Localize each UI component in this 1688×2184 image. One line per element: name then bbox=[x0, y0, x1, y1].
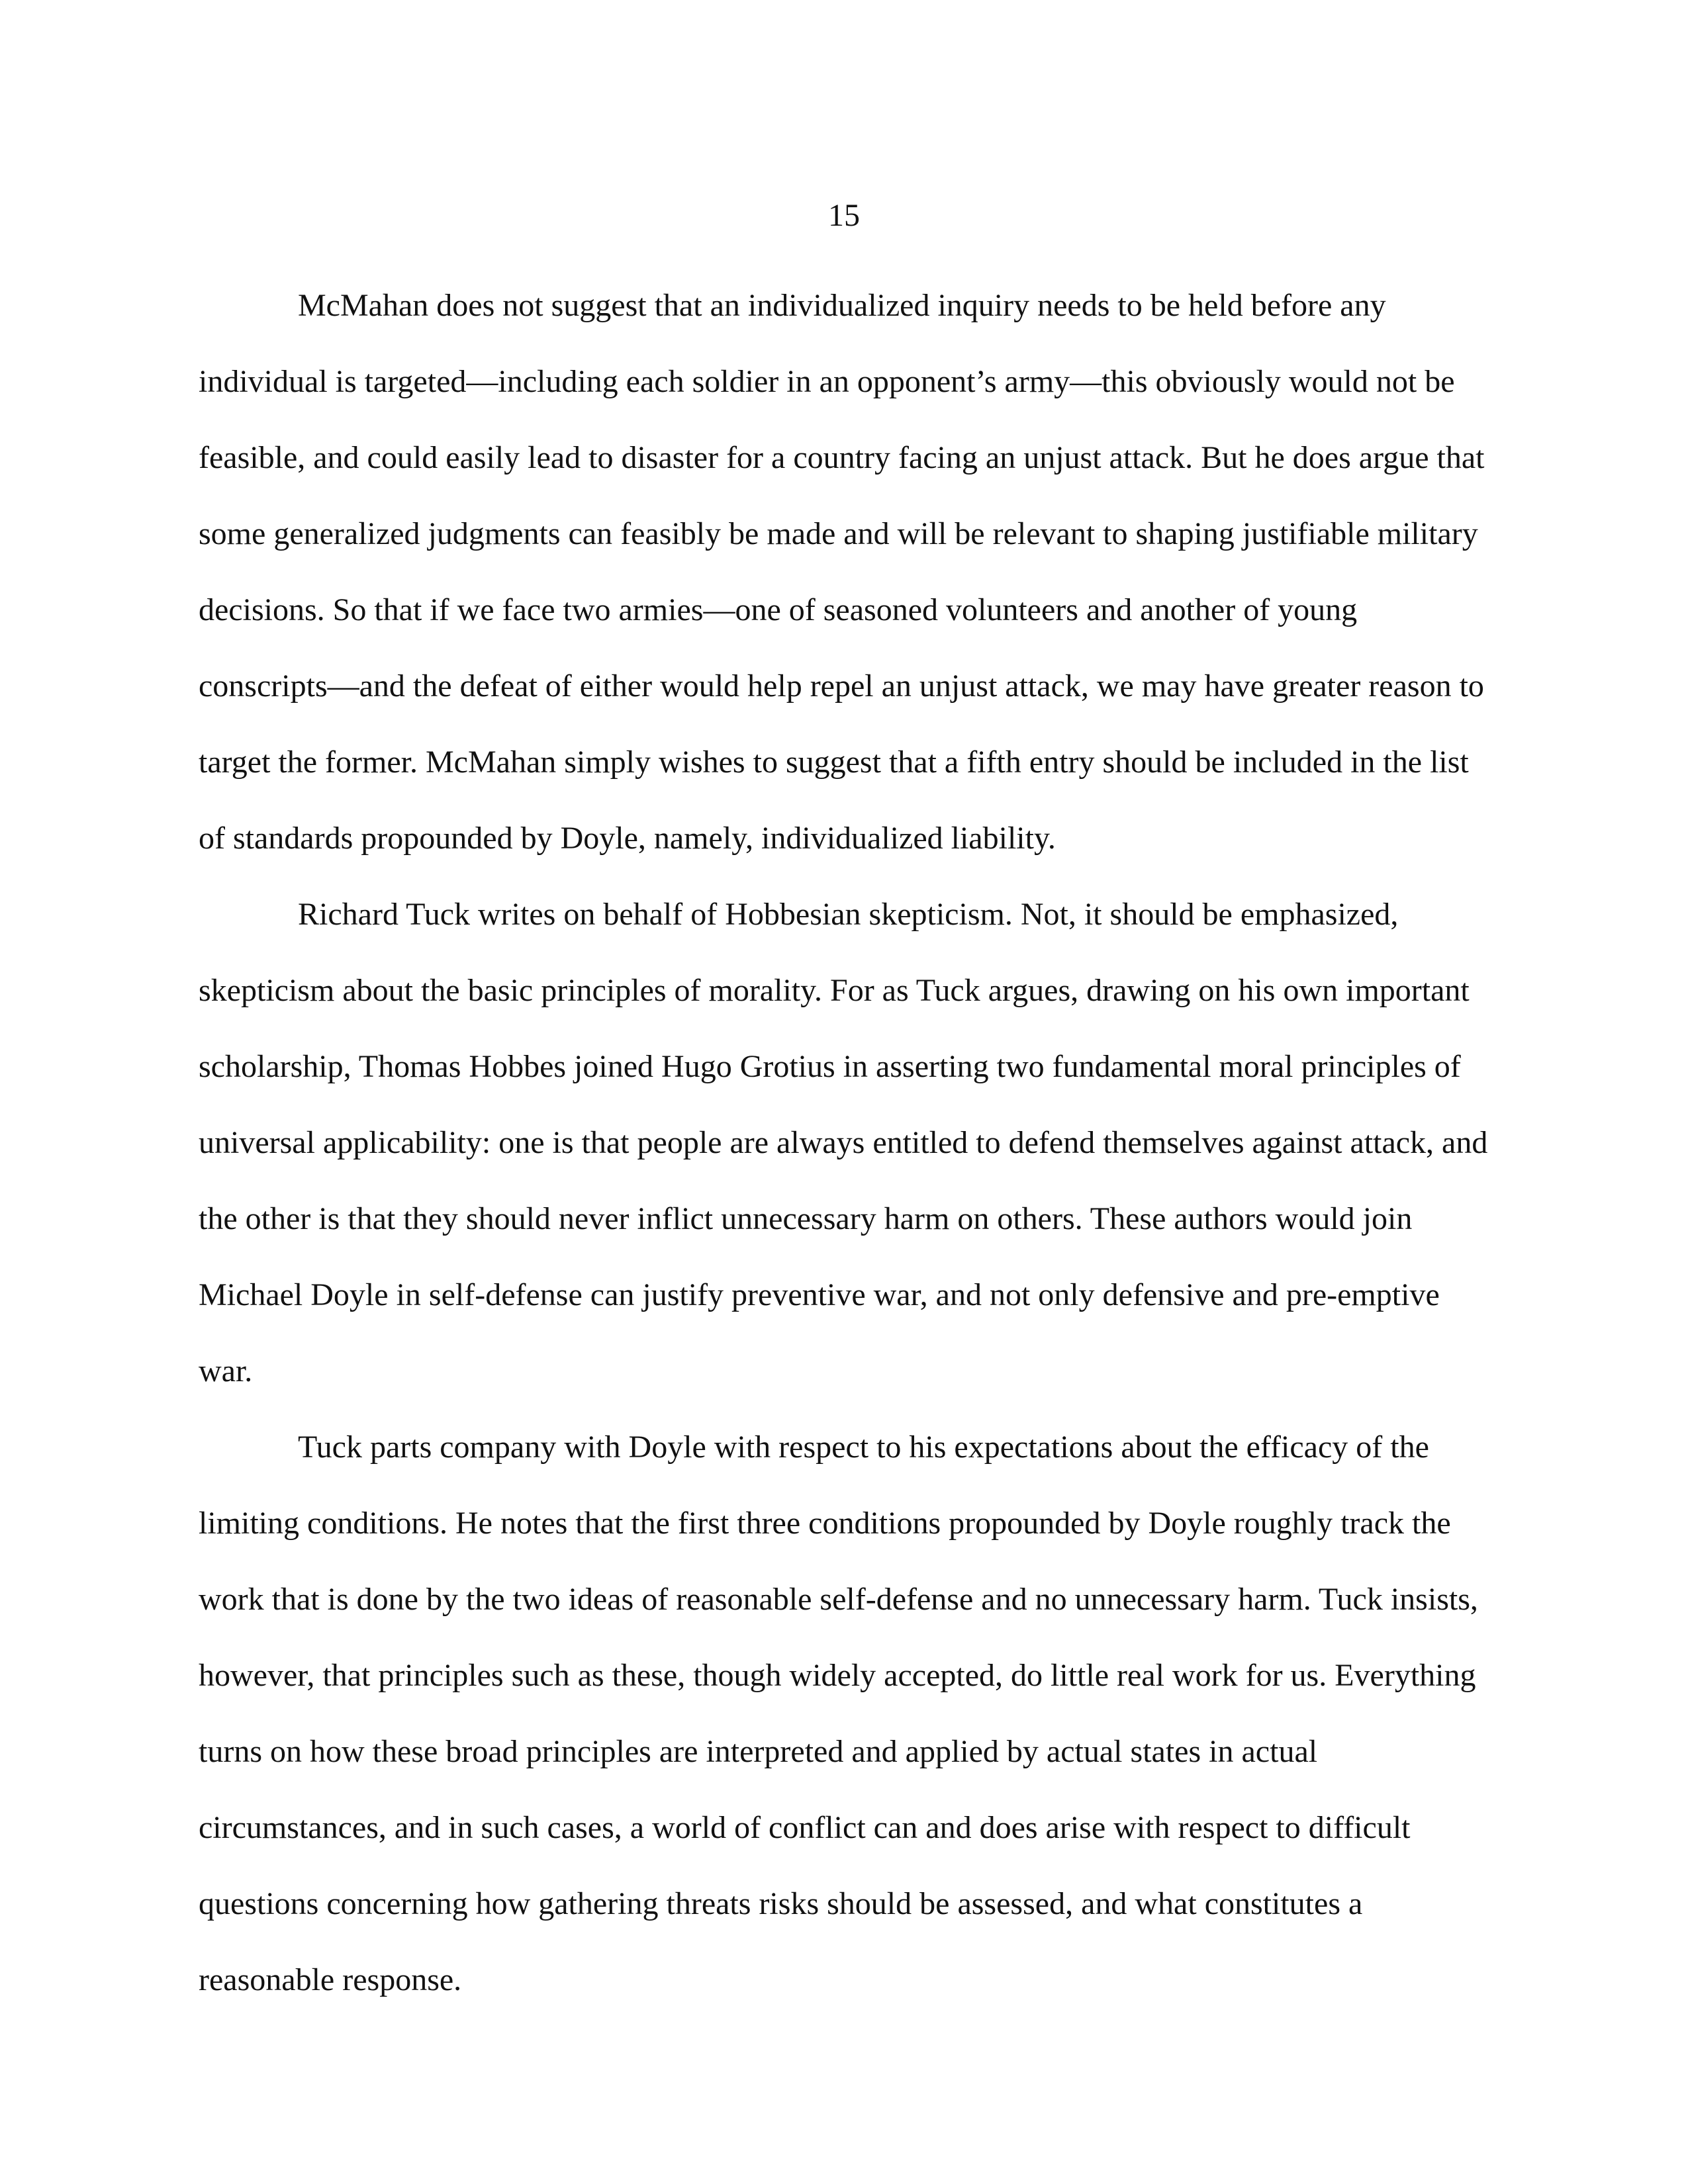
paragraph-tuck-doyle: Tuck parts company with Doyle with respect to his expectations about the efficacy of the limiting conditions. He notes that the first three conditions propounded by Doyle roughly track the work that is done by the two ideas of reasonable self-defense and no unnecessary harm. Tuck insists, however, that principles such as these, though widely accepted, do little real work for us. Everything turns on how these broad principles are interpreted and applied by actual states in actual circumstances, and in such cases, a world of conflict can and does arise with respect to difficult questions concerning how gathering threats risks should be assessed, and what constitutes a reasonable response. bbox=[199, 1430, 1478, 1997]
paragraph-tuck-hobbesian: Richard Tuck writes on behalf of Hobbesian skepticism. Not, it should be emphasized, skepticism about the basic principles of morality. For as Tuck argues, drawing on his own important scholarship, Thomas Hobbes joined Hugo Grotius in asserting two fundamental moral principles of universal applicability: one is that people are always entitled to defend themselves against attack, and the other is that they should never inflict unnecessary harm on others. These authors would join Michael Doyle in self-defense can justify preventive war, and not only defensive and pre-emptive war. bbox=[199, 897, 1488, 1388]
page-number: 15 bbox=[828, 198, 860, 233]
paragraph-mcmahan: McMahan does not suggest that an individualized inquiry needs to be held before any individual is targeted—including each soldier in an opponent’s army—this obviously would not be feasible, and could easily lead to disaster for a country facing an unjust attack. But he does argue that some generalized judgments can feasibly be made and will be relevant to shaping justifiable military decisions. So that if we face two armies—one of seasoned volunteers and another of young conscripts—and the defeat of either would help repel an unjust attack, we may have greater reason to target the former. McMahan simply wishes to suggest that a fifth entry should be included in the list of standards propounded by Doyle, namely, individualized liability. bbox=[199, 288, 1485, 856]
body-text bbox=[199, 267, 1489, 2018]
